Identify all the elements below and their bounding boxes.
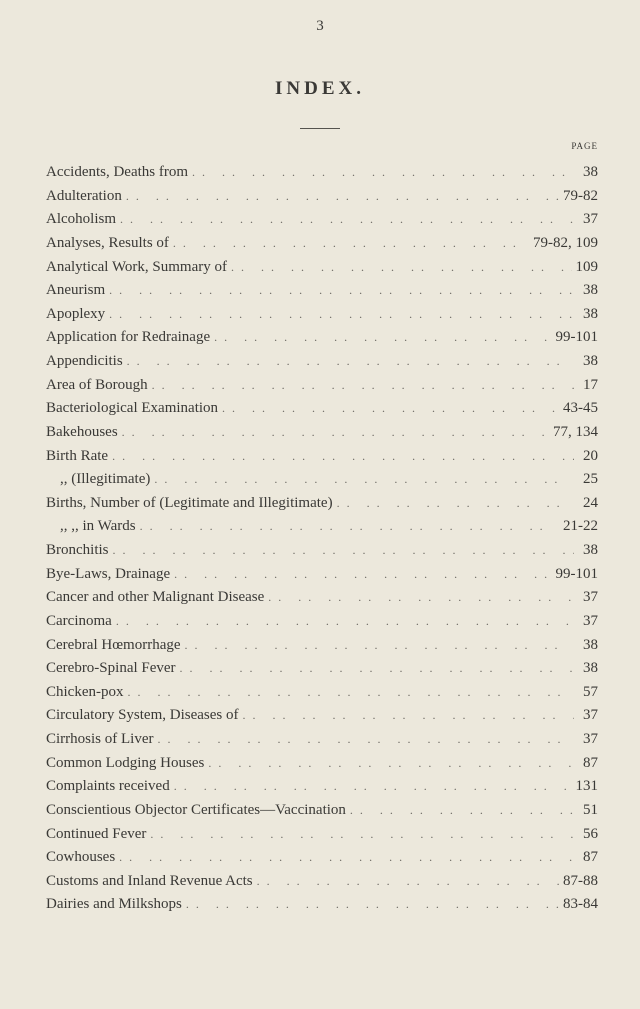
dot-leader xyxy=(185,634,574,658)
index-entry xyxy=(46,893,598,917)
entry-page: 17 xyxy=(583,376,598,393)
index-entry xyxy=(46,326,598,350)
dot-leader xyxy=(180,657,574,681)
index-entry xyxy=(46,657,598,681)
entry-label: Accidents, Deaths from xyxy=(46,164,189,180)
entry-page: 99-101 xyxy=(555,565,598,582)
dot-leader xyxy=(208,752,574,776)
dot-leader xyxy=(127,350,574,374)
entry-label: Cowhouses xyxy=(46,849,116,866)
dot-leader xyxy=(127,681,574,705)
index-entry xyxy=(46,846,598,870)
entry-page: 37 xyxy=(583,731,598,747)
index-entry xyxy=(46,870,598,894)
index-entry xyxy=(46,208,598,232)
entry-page: 87-88 xyxy=(563,872,598,889)
dot-leader xyxy=(122,421,549,445)
entry-page: 20 xyxy=(583,447,598,464)
entry-label: Bakehouses xyxy=(46,423,118,440)
entry-label: Common Lodging Houses xyxy=(46,754,205,771)
index-entry xyxy=(46,232,598,256)
entry-label: Dairies and Milkshops xyxy=(46,896,182,913)
entry-page: 56 xyxy=(583,825,598,842)
index-list xyxy=(46,161,598,917)
index-entry xyxy=(46,303,598,327)
entry-page: 21-22 xyxy=(563,518,598,535)
dot-leader xyxy=(174,775,572,799)
page-number: 3 xyxy=(316,18,324,34)
index-entry xyxy=(46,704,598,728)
entry-label: Application for Redrainage xyxy=(46,329,211,346)
entry-label: Analytical Work, Summary of xyxy=(46,258,227,275)
entry-label: Conscientious Objector Certificates—Vaccination xyxy=(46,801,346,818)
dot-leader xyxy=(157,728,574,752)
entry-page: 38 xyxy=(583,660,598,677)
dot-leader xyxy=(150,823,574,847)
entry-page: 37 xyxy=(583,612,598,629)
entry-label: Appendicitis xyxy=(46,353,123,369)
entry-page: 77, 134 xyxy=(553,423,598,440)
index-entry xyxy=(46,681,598,705)
entry-label: Apoplexy xyxy=(46,305,106,322)
entry-label: Analyses, Results of xyxy=(46,234,169,251)
entry-label: Aneurism xyxy=(46,282,106,299)
index-entry xyxy=(46,350,598,374)
index-entry xyxy=(46,492,598,516)
index-entry xyxy=(46,374,598,398)
entry-page: 57 xyxy=(583,683,598,700)
index-entry xyxy=(46,279,598,303)
index-entry xyxy=(46,563,598,587)
entry-label: Bronchitis xyxy=(46,542,109,558)
entry-page: 38 xyxy=(583,542,598,558)
index-entry xyxy=(46,421,598,445)
dot-leader xyxy=(173,232,529,256)
page-column-header: PAGE xyxy=(571,141,598,151)
dot-leader xyxy=(120,208,574,232)
entry-page: 131 xyxy=(575,778,598,795)
index-entry xyxy=(46,775,598,799)
entry-page: 109 xyxy=(575,258,598,275)
index-entry xyxy=(46,823,598,847)
index-entry xyxy=(46,256,598,280)
entry-page: 79-82, 109 xyxy=(533,234,598,251)
index-entry xyxy=(46,185,598,209)
entry-label: ,, ,, in Wards xyxy=(60,518,136,535)
entry-label: Cerebro-Spinal Fever xyxy=(46,660,176,677)
entry-label: Bye-Laws, Drainage xyxy=(46,565,171,582)
dot-leader xyxy=(140,515,559,539)
dot-leader xyxy=(112,445,574,469)
index-entry xyxy=(46,728,598,752)
index-entry xyxy=(46,445,598,469)
entry-label: Alcoholism xyxy=(46,211,116,228)
dot-leader xyxy=(154,468,574,492)
dot-leader xyxy=(231,256,572,280)
dot-leader xyxy=(214,326,551,350)
index-entry xyxy=(46,610,598,634)
entry-label: Adulteration xyxy=(46,187,122,204)
entry-label: Cirrhosis of Liver xyxy=(46,731,154,747)
dot-leader xyxy=(268,586,574,610)
dot-leader xyxy=(350,799,574,823)
entry-page: 87 xyxy=(583,849,598,866)
entry-page: 38 xyxy=(583,636,598,653)
index-entry xyxy=(46,161,598,185)
dot-leader xyxy=(337,492,574,516)
dot-leader xyxy=(174,563,551,587)
entry-page: 37 xyxy=(583,589,598,606)
dot-leader xyxy=(116,610,574,634)
entry-page: 79-82 xyxy=(563,187,598,204)
entry-label: Birth Rate xyxy=(46,447,109,464)
entry-page: 87 xyxy=(583,754,598,771)
dot-leader xyxy=(113,539,575,563)
index-entry xyxy=(46,634,598,658)
dot-leader xyxy=(257,870,559,894)
index-entry xyxy=(46,515,598,539)
entry-label: Area of Borough xyxy=(46,376,148,393)
index-entry xyxy=(46,468,598,492)
index-entry xyxy=(46,539,598,563)
index-entry xyxy=(46,799,598,823)
dot-leader xyxy=(186,893,559,917)
index-entry xyxy=(46,752,598,776)
entry-label: Carcinoma xyxy=(46,612,112,629)
dot-leader xyxy=(109,279,574,303)
entry-label: Circulatory System, Diseases of xyxy=(46,707,239,724)
dot-leader xyxy=(192,161,574,185)
entry-label: Customs and Inland Revenue Acts xyxy=(46,872,253,889)
entry-page: 38 xyxy=(583,282,598,299)
index-entry xyxy=(46,586,598,610)
entry-label: Continued Fever xyxy=(46,825,147,842)
dot-leader xyxy=(119,846,574,870)
index-title: INDEX. xyxy=(275,78,365,99)
entry-page: 37 xyxy=(583,211,598,228)
entry-label: Complaints received xyxy=(46,778,170,795)
dot-leader xyxy=(152,374,574,398)
entry-label: Births, Number of (Legitimate and Illegitimate) xyxy=(46,494,333,511)
entry-page: 99-101 xyxy=(555,329,598,346)
index-entry xyxy=(46,397,598,421)
entry-page: 37 xyxy=(583,707,598,724)
entry-page: 38 xyxy=(583,305,598,322)
entry-page: 83-84 xyxy=(563,896,598,913)
entry-page: 24 xyxy=(583,494,598,511)
dot-leader xyxy=(126,185,559,209)
entry-label: ,, (Illegitimate) xyxy=(60,471,151,488)
title-rule xyxy=(300,128,340,129)
entry-page: 25 xyxy=(583,471,598,488)
entry-label: Chicken-pox xyxy=(46,683,124,700)
dot-leader xyxy=(242,704,574,728)
entry-label: Cerebral Hœmorrhage xyxy=(46,636,181,653)
entry-label: Cancer and other Malignant Disease xyxy=(46,589,265,606)
entry-page: 38 xyxy=(583,164,598,180)
dot-leader xyxy=(222,397,559,421)
entry-page: 38 xyxy=(583,353,598,369)
dot-leader xyxy=(109,303,574,327)
entry-label: Bacteriological Examination xyxy=(46,400,219,417)
entry-page: 43-45 xyxy=(563,400,598,417)
entry-page: 51 xyxy=(583,801,598,818)
